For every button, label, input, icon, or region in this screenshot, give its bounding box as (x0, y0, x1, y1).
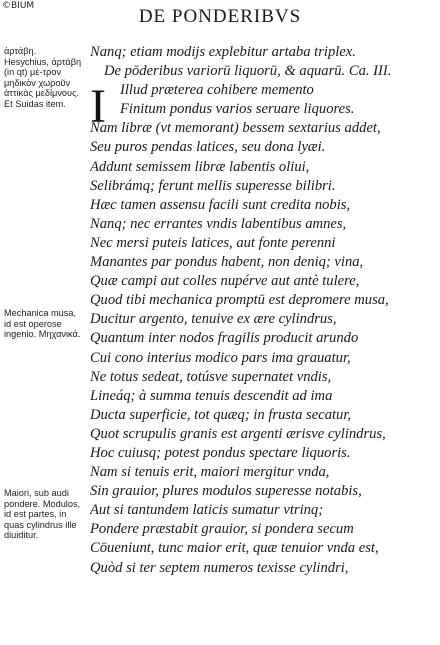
drop-cap: I (90, 80, 106, 133)
verse-line: Ducitur argento, tenuive ex ære cylindrus, (90, 311, 337, 328)
verse-line: Pondere præstabit grauior, si pondera secum (90, 521, 354, 538)
verse-line: Seu puros pendas latices, seu dona lyæi. (90, 139, 326, 156)
verse-line: Aut si tantundem laticis sumatur vtrinq; (90, 502, 324, 519)
verse-line: Cōueniunt, tunc maior erit, quæ tenuior vnda est, (90, 540, 379, 557)
margin-note-maiori: Maiori, sub audi pondere. Modulos, id est partes, in quas cylindrus ille diuiditur. (4, 488, 81, 541)
verse-line: Hoc cuiusq; potest pondus spectare liquoris. (90, 444, 351, 461)
verse-line: Lineáq; à summa tenuis descendit ad ima (90, 387, 333, 404)
margin-note-hesychius: ἀρτάβη. Hesychius, ἀρτάβη (in qt) μέ-τρον μηδικὸν χωροῦν ἀττικὰς μεδίμνους. Et Suidas item. (4, 46, 82, 109)
verse-line: Cui cono interius modico pars ima grauatur, (90, 349, 351, 366)
verse-line: Sin grauior, plures modulos superesse notabis, (90, 483, 362, 500)
verse-line: Quod tibi mechanica promptū est depromere musa, (90, 292, 389, 309)
verse-line: Nam si tenuis erit, maiori mergitur vnda, (90, 464, 330, 481)
verse-line: Ne totus sedeat, totúsve supernatet vndis, (90, 368, 332, 385)
verse-line: Nec mersi puteis latices, aut fonte perenni (90, 234, 336, 251)
verse-line: Illud præterea cohibere memento (120, 82, 314, 99)
verse-line: Finitum pondus varios seruare liquores. (120, 101, 355, 118)
running-head: DE PONDERIBVS (138, 6, 302, 27)
verse-line: Quæ campi aut colles nupérve aut antè tulere, (90, 273, 360, 290)
verse-body (90, 43, 436, 578)
verse-line: Quòd si ter septem numeros texisse cylindri, (90, 559, 349, 576)
margin-note-mechanica: Mechanica musa, id est operose ingenio. Μηχανικά. (4, 308, 81, 340)
watermark-label: ©BIUM (2, 1, 35, 11)
verse-line: Nanq; nec errantes vndis labentibus amnes, (90, 215, 347, 232)
verse-line: Selibrámq; ferunt mellis superesse bilibri. (90, 177, 336, 194)
verse-line: Addunt semissem libræ labentis oliui, (90, 158, 310, 175)
chapter-heading: De pōderibus variorū liquorū, & aquarū. Ca. III. (104, 63, 392, 80)
verse-line: Hæc tamen assensu facili sunt credita nobis, (90, 196, 351, 213)
verse-line: Quantum inter nodos fragilis producit arundo (90, 330, 359, 347)
verse-line: Ducta superficie, tot quæq; in frusta secatur, (90, 406, 352, 423)
verse-line: Nanq; etiam modijs explebitur artaba triplex. (90, 44, 356, 60)
verse-line: Nam libræ (vt memorant) bessem sextarius addet, (90, 120, 381, 137)
verse-line: Manantes par pondus habent, non deniq; vina, (90, 254, 364, 271)
verse-line: Quot scrupulis granis est argenti ærisve cylindrus, (90, 425, 386, 442)
